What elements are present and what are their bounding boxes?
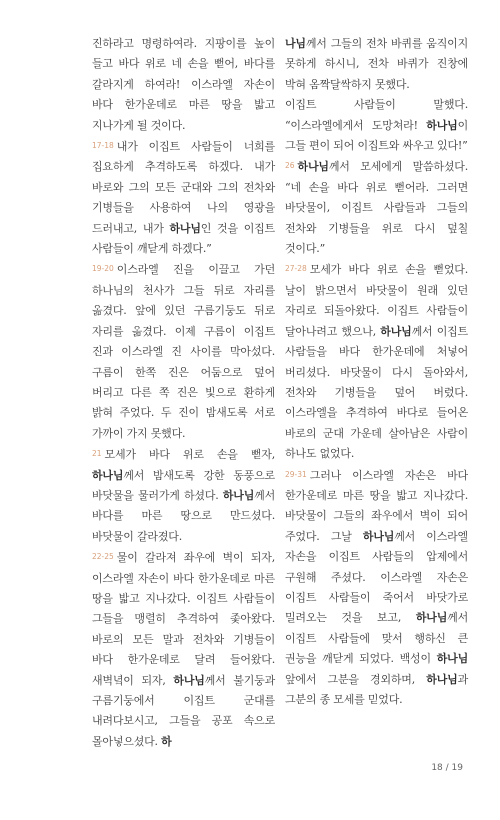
verse-text: 께서 불기둥과 구름기둥에서 이집트 군대를 내려다보시고, 그들을 공포 속으로 몰아넣으셨다. (92, 673, 275, 748)
verse-text: 그러나 이스라엘 자손은 바다 한가운데로 마른 땅을 밟고 지나갔다. 바닷물이 그들의 좌우에서 벽이 되어 주었다. 그날 (285, 468, 468, 543)
verse-text: 이집트 사람들이 말했다. “이스라엘에게서 도망쳐라! (285, 98, 468, 132)
page-number: 18 / 19 (431, 763, 463, 773)
paragraph (92, 136, 275, 259)
paragraph (285, 259, 468, 464)
divine-name-text: 하나님 (380, 324, 412, 338)
divine-name-text: 하나님 (169, 221, 201, 235)
verse-text: 께서 그들의 전차 바퀴를 움직이지 못하게 하시니, 전차 바퀴가 진창에 박혀 옴짝달싹하지 못했다. (285, 37, 468, 91)
verse-text: 진하라고 명령하여라. 지팡이를 높이 들고 바다 위로 네 손을 뻗어, 바다를 갈라지게 하여라! 이스라엘 자손이 바다 한가운데로 마른 땅을 밟고 지나가게 될 것이다. (92, 37, 275, 132)
verse-text: 모세가 바다 위로 손을 뻗었다. 날이 밝으면서 바닷물이 원래 있던 자리로 되돌아왔다. 이집트 사람들이 달아나려고 했으나, (285, 263, 468, 338)
divine-name-text: 하나님 (426, 672, 458, 686)
verse-text: 께서 이집트 사람들에 맞서 행하신 큰 권능을 깨닫게 되었다. 백성이 (285, 611, 468, 666)
verse-text: 물이 갈라져 좌우에 벽이 되자, 이스라엘 자손이 바다 한가운데로 마른 땅을 밟고 지나갔다. 이집트 사람들이 그들을 맹렬히 추격하여 좇아왔다. 바로의 모든 말과 전차와 기병들이 바다 한가운데로 달려 들어왔다. 새벽녘이 되자, (92, 551, 275, 687)
right-text-column (285, 34, 468, 710)
divine-name-text: 하나님 (297, 160, 329, 174)
verse-number: 21 (92, 449, 102, 459)
divine-name-text: 하 (161, 734, 172, 748)
divine-name-text: 하나님 (362, 529, 395, 543)
verse-text: 인 것을 이집트 사람들이 깨닫게 하겠다.” (92, 221, 275, 256)
paragraph (285, 156, 468, 259)
verse-text: 앞에서 그분을 경외하며, (285, 672, 427, 686)
divine-name-text: 하나님 (173, 673, 205, 687)
verse-text: 께서 이스라엘 자손을 이집트 사람들의 압제에서 구원해 주셨다. 이스라엘 자손은 이집트 사람들이 죽어서 바닷가로 밀려오는 것을 보고, (285, 529, 468, 625)
paragraph (285, 34, 468, 95)
divine-name-text: 나님 (285, 37, 306, 50)
verse-number: 29-31 (285, 469, 307, 479)
paragraph (285, 95, 468, 156)
verse-number: 27-28 (285, 264, 307, 274)
verse-number: 22-25 (92, 552, 114, 562)
verse-text: 이 그들 편이 되어 이집트와 싸우고 있다!” (285, 118, 468, 153)
divine-name-text: 하나님 (426, 118, 458, 132)
divine-name-text: 하나님 (436, 652, 468, 666)
verse-text: 께서 이집트 사람들을 바다 한가운데에 처넣어 버리셨다. 바닷물이 다시 돌아와서, 전차와 기병들을 덮어 버렸다. 이스라엘을 추격하여 바다로 들어온 바로의 군대 가운데 살아남은 사람이 하나도 없었다. (285, 324, 468, 461)
verse-text: 이스라엘 진을 이끌고 가던 하나님의 천사가 그들 뒤로 자리를 옮겼다. 앞에 있던 구름기둥도 뒤로 자리를 옮겼다. 이제 구름이 이집트 진과 이스라엘 진 사이를 막아섰다. 구름이 한쪽 진은 어둠으로 덮어 버리고 다른 쪽 진은 빛으로 환하게 밝혀 주었다. 두 진이 밤새도록 서로 가까이 가지 못했다. (92, 263, 275, 440)
verse-number: 17-18 (92, 141, 114, 151)
paragraph (92, 259, 275, 444)
verse-text: 모세가 바다 위로 손을 뻗자, (104, 448, 275, 462)
paragraph (92, 444, 275, 547)
divine-name-text: 하나님 (92, 468, 124, 482)
verse-text: 내가 이집트 사람들이 너희를 집요하게 추격하도록 하겠다. 내가 바로와 그의 모든 군대와 그의 전차와 기병들을 사용하여 나의 영광을 드러내고, 내가 (92, 140, 275, 235)
paragraph (285, 465, 468, 711)
left-text-column (92, 34, 275, 752)
verse-text: 께서 바다를 마른 땅으로 만드셨다. 바닷물이 갈라졌다. (92, 488, 275, 543)
verse-text: 과 그분의 종 모세를 믿었다. (285, 672, 468, 706)
verse-text: 께서 밤새도록 강한 동풍으로 바닷물을 물러가게 하셨다. (92, 468, 275, 502)
verse-number: 19-20 (92, 264, 114, 274)
divine-name-text: 하나님 (415, 611, 448, 625)
paragraph (92, 34, 275, 136)
verse-number: 26 (285, 161, 295, 171)
paragraph (92, 547, 275, 752)
verse-text: 께서 모세에게 말씀하셨다. “네 손을 바다 위로 뻗어라. 그러면 바닷물이, 이집트 사람들과 그들의 전차와 기병들을 위로 다시 덮칠 것이다.” (285, 160, 468, 256)
divine-name-text: 하나님 (222, 488, 255, 502)
